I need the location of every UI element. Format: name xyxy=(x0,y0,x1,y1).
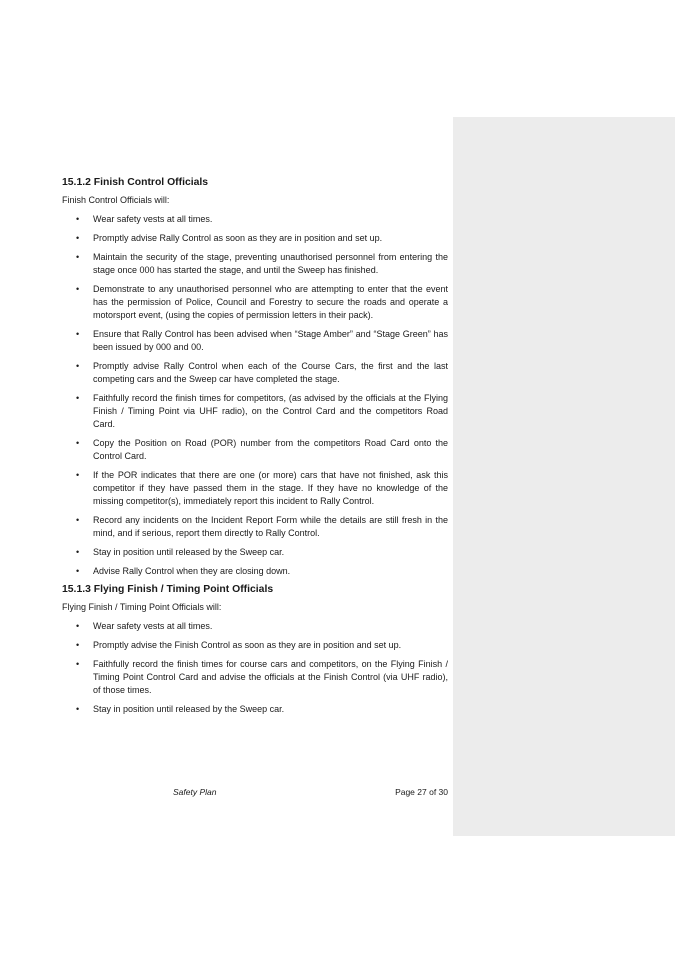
bullet-icon: • xyxy=(76,233,80,243)
bullet-icon: • xyxy=(76,566,80,576)
list-item: • Promptly advise Rally Control as soon as they are in position and set up. xyxy=(76,233,383,243)
list-item: • Promptly advise Rally Control when each of the Course Cars, the first and the last competing cars and the Sweep car have completed the stage. xyxy=(76,361,448,384)
list-item: • Copy the Position on Road (POR) number from the competitors Road Card onto the Control Card. xyxy=(76,438,448,461)
bullet-icon: • xyxy=(76,438,80,448)
comment-pane xyxy=(453,117,675,836)
bullet-icon: • xyxy=(76,704,80,714)
bullet-icon: • xyxy=(76,470,80,480)
bullet-icon: • xyxy=(76,659,80,669)
footer-doc-title: Safety Plan xyxy=(173,787,217,797)
bullet-icon: • xyxy=(76,214,80,224)
section-intro: Flying Finish / Timing Point Officials will: xyxy=(62,602,222,612)
list-item: • Promptly advise the Finish Control as soon as they are in position and set up. xyxy=(76,640,402,650)
section-heading: 15.1.2 Finish Control Officials xyxy=(62,177,209,188)
footer-page-number: Page 27 of 30 xyxy=(395,787,448,797)
section-heading: 15.1.3 Flying Finish / Timing Point Officials xyxy=(62,584,274,595)
list-item: • Ensure that Rally Control has been advised when “Stage Amber” and “Stage Green” has been issued by 000 and 00. xyxy=(76,329,448,352)
bullet-icon: • xyxy=(76,329,80,339)
list-item: • Demonstrate to any unauthorised personnel who are attempting to enter that the event has the permission of Police, Council and Forestry to secure the roads and operate a motorsport event, (using the copies of permission letters in their pack). xyxy=(76,284,448,320)
bullet-icon: • xyxy=(76,515,80,525)
bullet-icon: • xyxy=(76,284,80,294)
list-item: • Stay in position until released by the Sweep car. xyxy=(76,547,285,557)
document-body xyxy=(62,176,448,716)
list-item: • Maintain the security of the stage, preventing unauthorised personnel from entering the stage once 000 has started the stage, and until the Sweep has finished. xyxy=(76,252,448,275)
list-item: • Wear safety vests at all times. xyxy=(76,214,213,224)
list-item: • Faithfully record the finish times for course cars and competitors, on the Flying Finish / Timing Point Control Card and advise the officials at the Finish Control (via UHF radio), of those times. xyxy=(76,659,448,695)
bullet-list xyxy=(62,620,448,716)
list-item: • Record any incidents on the Incident Report Form while the details are still fresh in the mind, and if serious, report them directly to Rally Control. xyxy=(76,515,448,538)
list-item: • Stay in position until released by the Sweep car. xyxy=(76,704,285,714)
list-item: • Advise Rally Control when they are closing down. xyxy=(76,566,291,576)
bullet-icon: • xyxy=(76,393,80,403)
bullet-icon: • xyxy=(76,621,80,631)
bullet-icon: • xyxy=(76,547,80,557)
list-item: • If the POR indicates that there are one (or more) cars that have not finished, ask this competitor if they have passed them in the stage. If they have no knowledge of the missing competitor(s), immediately report this incident to Rally Control. xyxy=(76,470,448,506)
bullet-list xyxy=(62,213,448,578)
bullet-icon: • xyxy=(76,640,80,650)
bullet-icon: • xyxy=(76,361,80,371)
list-item: • Faithfully record the finish times for competitors, (as advised by the officials at the Flying Finish / Timing Point via UHF radio), on the Control Card and the competitors Road Card. xyxy=(76,393,448,429)
section-intro: Finish Control Officials will: xyxy=(62,195,170,205)
bullet-icon: • xyxy=(76,252,80,262)
list-item: • Wear safety vests at all times. xyxy=(76,621,213,631)
